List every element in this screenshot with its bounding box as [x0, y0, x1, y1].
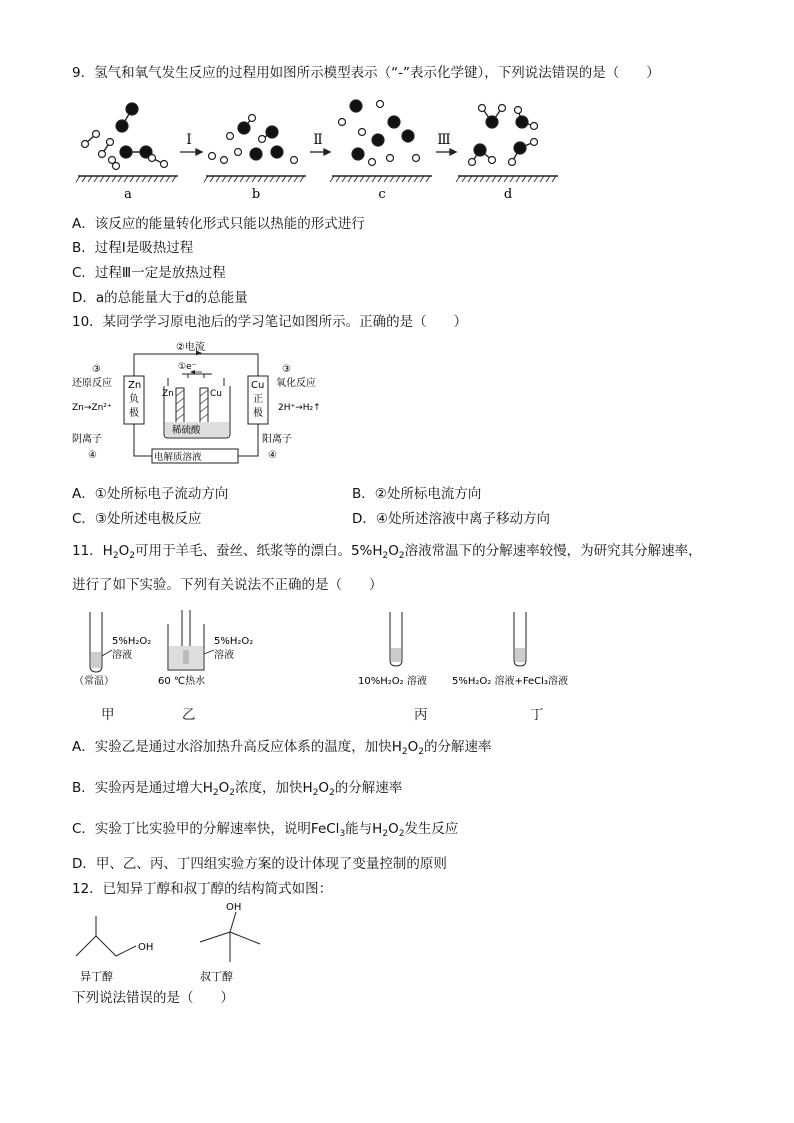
step-3-label: Ⅲ — [437, 132, 451, 148]
experiment-setup-diagram — [72, 606, 632, 696]
cu-electrode-label: Cu — [210, 389, 222, 399]
cu-box-line1: Cu — [251, 380, 265, 391]
current-label: ②电流 — [176, 342, 205, 353]
ding-solution: 5%H₂O₂ 溶液+FeCl₃溶液 — [452, 676, 568, 687]
step-1-label: Ⅰ — [186, 132, 192, 148]
electrolyte-label: 电解质溶液 — [154, 452, 202, 463]
q11-b-post: 的分解速率 — [334, 780, 403, 796]
galvanic-cell-diagram — [72, 336, 321, 476]
left-reaction-type: 还原反应 — [72, 378, 112, 389]
q11-option-b: B．实验丙是通过增大$H_2O_2$浓度，加快$H_2O_2$的分解速率 — [72, 780, 403, 798]
left-mark-3: ③ — [92, 364, 101, 375]
jia-condition: （常温） — [74, 676, 114, 687]
q11-c-mid: 能与H — [345, 821, 383, 837]
q9-reaction-diagram — [72, 94, 572, 204]
zn-box-line2: 负 — [129, 394, 139, 405]
q11-b-pre: B．实验丙是通过增大H — [72, 780, 213, 796]
exp-name-jia: 甲 — [101, 707, 115, 723]
cu-box-line2: 正 — [253, 394, 263, 405]
jia-solution-2: 溶液 — [112, 650, 132, 661]
exp-name-yi: 乙 — [182, 707, 196, 723]
q11-stem-post: 溶液常温下的分解速率较慢，为研究其分解速率， — [404, 543, 702, 559]
panel-a-label: a — [124, 187, 132, 202]
exp-name-ding: 丁 — [530, 707, 544, 723]
q9-option-a: A．该反应的能量转化形式只能以热能的形式进行 — [72, 216, 365, 232]
cu-box-line3: 极 — [253, 408, 263, 419]
electron-label: ①e⁻ — [178, 362, 197, 372]
jia-solution: 5%H₂O₂ — [112, 636, 152, 647]
cation-label: 阳离子 — [262, 434, 292, 445]
left-mark-4: ④ — [88, 450, 97, 461]
left-equation: Zn→Zn²⁺ — [72, 403, 112, 413]
right-mark-3: ③ — [282, 364, 291, 375]
tert-butanol-oh: OH — [226, 902, 242, 913]
q10-option-a: A．①处所标电子流动方向 — [72, 486, 229, 502]
q11-stem-pre: 11．H — [72, 543, 113, 559]
q10-option-d: D．④处所述溶液中离子移动方向 — [352, 511, 550, 527]
q11-stem-line2: 进行了如下实验。下列有关说法不正确的是（ ） — [72, 577, 383, 593]
q11-stem-line1: 11．$H_2O_2$可用于羊毛、蚕丝、纸浆等的漂白。$5\%H_2O_2$溶液常温下的分解速率较慢，为研究其分解速率， — [72, 543, 702, 561]
zn-box-line1: Zn — [128, 380, 142, 391]
yi-condition: 60 ℃热水 — [158, 676, 206, 687]
q9-stem: 9．氢气和氧气发生反应的过程用如图所示模型表示（“-”表示化学键），下列说法错误的是（ ） — [72, 65, 660, 81]
right-equation: 2H⁺→H₂↑ — [278, 403, 321, 413]
yi-solution: 5%H₂O₂ — [214, 636, 254, 647]
zn-box-line3: 极 — [129, 408, 139, 419]
tert-butanol-name: 叔丁醇 — [200, 970, 233, 983]
zn-electrode-label: Zn — [162, 389, 174, 399]
panel-c-label: c — [378, 187, 386, 202]
tert-butanol-structure — [196, 898, 296, 988]
anion-label: 阴离子 — [72, 434, 102, 445]
q11-a-pre: A．实验乙是通过水浴加热升高反应体系的温度，加快H — [72, 739, 402, 755]
q11-option-a: A．实验乙是通过水浴加热升高反应体系的温度，加快$H_2O_2$的分解速率 — [72, 739, 492, 757]
q11-option-d: D．甲、乙、丙、丁四组实验方案的设计体现了变量控制的原则 — [72, 856, 447, 872]
panel-d-label: d — [503, 187, 513, 202]
q11-stem-mid: 可用于羊毛、蚕丝、纸浆等的漂白。5%H — [134, 543, 383, 559]
isobutanol-name: 异丁醇 — [80, 970, 113, 983]
q9-option-c: C．过程Ⅲ一定是放热过程 — [72, 265, 226, 281]
yi-solution-2: 溶液 — [214, 650, 234, 661]
exp-name-bing: 丙 — [414, 707, 428, 723]
bing-solution: 10%H₂O₂ 溶液 — [358, 676, 427, 687]
q10-option-b: B．②处所标电流方向 — [352, 486, 482, 502]
q9-option-b: B．过程Ⅰ是吸热过程 — [72, 240, 194, 256]
right-mark-4: ④ — [268, 450, 277, 461]
isobutanol-structure — [72, 900, 172, 990]
q11-b-mid: 浓度，加快H — [235, 780, 313, 796]
q10-option-c: C．③处所述电极反应 — [72, 511, 202, 527]
q11-c-pre: C．实验丁比实验甲的分解速率快，说明FeCl — [72, 821, 340, 837]
isobutanol-oh: OH — [138, 942, 154, 953]
acid-label: 稀硫酸 — [172, 425, 201, 436]
q12-stem: 12．已知异丁醇和叔丁醇的结构简式如图： — [72, 881, 333, 897]
q10-stem: 10．某同学学习原电池后的学习笔记如图所示。正确的是（ ） — [72, 314, 468, 330]
q12-tail: 下列说法错误的是（ ） — [72, 990, 234, 1006]
panel-b-label: b — [251, 187, 261, 202]
q9-option-d: D．a的总能量大于d的总能量 — [72, 290, 248, 306]
q11-option-c: C．实验丁比实验甲的分解速率快，说明FeCl$_3$能与$H_2O_2$发生反应 — [72, 821, 459, 839]
q11-a-post: 的分解速率 — [424, 739, 492, 755]
q11-c-post: 发生反应 — [404, 821, 459, 837]
step-2-label: Ⅱ — [313, 132, 323, 148]
right-reaction-type: 氧化反应 — [276, 378, 316, 389]
